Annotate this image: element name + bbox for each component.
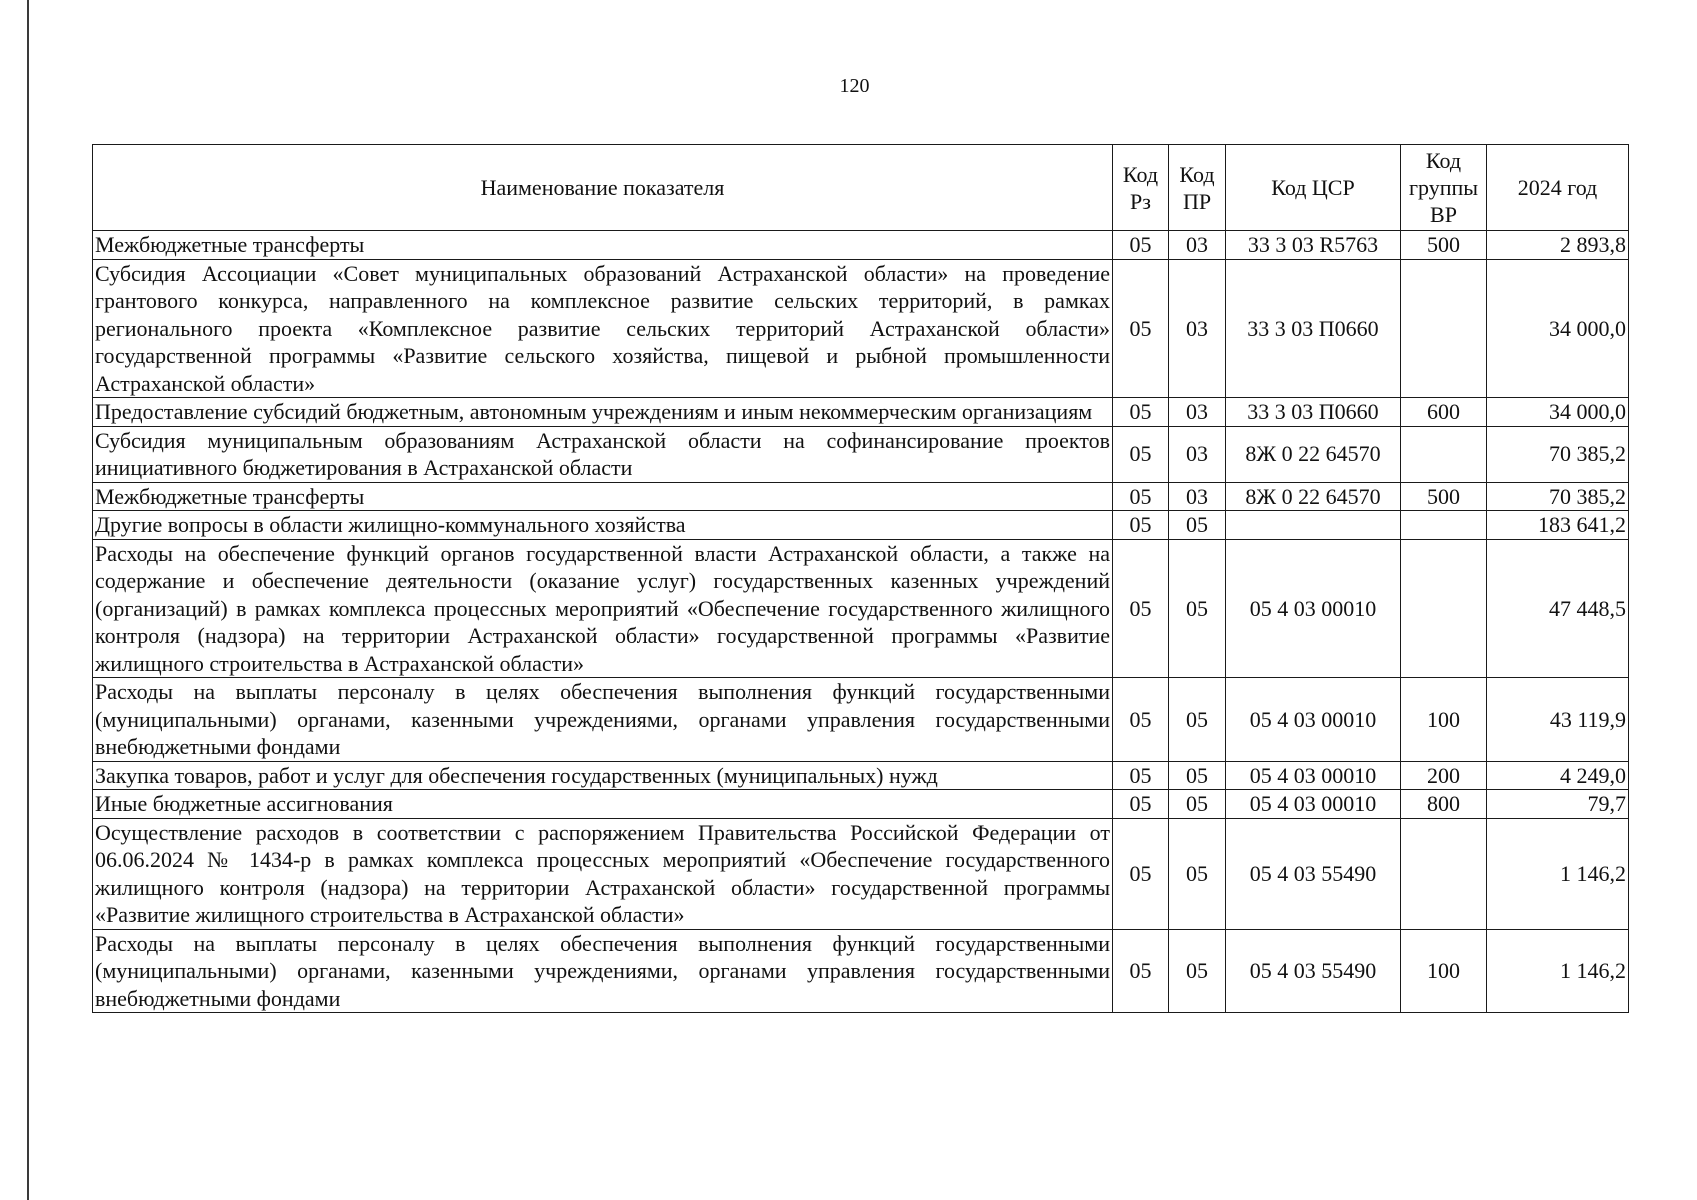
row-value-cell: 1 146,2 <box>1487 929 1629 1013</box>
row-name-cell: Субсидия муниципальным образованиям Астраханской области на софинансирование проектов инициативного бюджетирования в Астраханской области <box>93 426 1113 482</box>
row-vr-cell: 500 <box>1401 231 1487 260</box>
row-rz-cell: 05 <box>1113 818 1169 929</box>
row-vr-cell: 800 <box>1401 790 1487 819</box>
row-value-cell: 2 893,8 <box>1487 231 1629 260</box>
row-vr-cell: 100 <box>1401 929 1487 1013</box>
row-pr-cell: 03 <box>1169 426 1226 482</box>
row-value-cell: 70 385,2 <box>1487 426 1629 482</box>
table-row <box>93 818 1629 929</box>
row-rz-cell: 05 <box>1113 511 1169 540</box>
row-rz-cell: 05 <box>1113 790 1169 819</box>
row-value-cell: 34 000,0 <box>1487 259 1629 398</box>
row-pr-cell: 05 <box>1169 790 1226 819</box>
table-row <box>93 761 1629 790</box>
row-csr-cell: 05 4 03 00010 <box>1226 790 1401 819</box>
row-csr-cell: 05 4 03 55490 <box>1226 929 1401 1013</box>
table-row <box>93 259 1629 398</box>
row-name-cell: Субсидия Ассоциации «Совет муниципальных образований Астраханской области» на проведение грантового конкурса, направленного на комплексное развитие сельских территорий, в рамках регионального проекта «Комплексное развитие сельских территорий Астраханской области» государственной программы «Развитие сельского хозяйства, пищевой и рыбной промышленности Астраханской области» <box>93 259 1113 398</box>
row-csr-cell: 05 4 03 00010 <box>1226 539 1401 678</box>
row-value-cell: 70 385,2 <box>1487 482 1629 511</box>
row-rz-cell: 05 <box>1113 929 1169 1013</box>
row-pr-cell: 03 <box>1169 398 1226 427</box>
row-rz-cell: 05 <box>1113 678 1169 762</box>
table-row <box>93 482 1629 511</box>
row-pr-cell: 05 <box>1169 929 1226 1013</box>
row-rz-cell: 05 <box>1113 231 1169 260</box>
row-value-cell: 43 119,9 <box>1487 678 1629 762</box>
table-row <box>93 398 1629 427</box>
row-rz-cell: 05 <box>1113 398 1169 427</box>
table-row <box>93 539 1629 678</box>
header-vr: Код группы ВР <box>1401 145 1487 231</box>
table-row <box>93 426 1629 482</box>
row-name-cell: Другие вопросы в области жилищно-коммунального хозяйства <box>93 511 1113 540</box>
row-name-cell: Закупка товаров, работ и услуг для обеспечения государственных (муниципальных) нужд <box>93 761 1113 790</box>
row-rz-cell: 05 <box>1113 482 1169 511</box>
row-pr-cell: 05 <box>1169 678 1226 762</box>
row-vr-cell: 600 <box>1401 398 1487 427</box>
table-row <box>93 511 1629 540</box>
row-name-cell: Предоставление субсидий бюджетным, автономным учреждениям и иным некоммерческим организациям <box>93 398 1113 427</box>
row-pr-cell: 05 <box>1169 761 1226 790</box>
row-vr-cell: 100 <box>1401 678 1487 762</box>
page-number: 120 <box>839 75 870 97</box>
row-value-cell: 4 249,0 <box>1487 761 1629 790</box>
row-csr-cell: 33 3 03 П0660 <box>1226 398 1401 427</box>
row-value-cell: 183 641,2 <box>1487 511 1629 540</box>
row-csr-cell: 8Ж 0 22 64570 <box>1226 426 1401 482</box>
row-vr-cell: 500 <box>1401 482 1487 511</box>
row-value-cell: 34 000,0 <box>1487 398 1629 427</box>
header-name: Наименование показателя <box>93 145 1113 231</box>
row-rz-cell: 05 <box>1113 761 1169 790</box>
row-name-cell: Расходы на обеспечение функций органов государственной власти Астраханской области, а также на содержание и обеспечение деятельности (оказание услуг) государственных казенных учреждений (организаций) в рамках комплекса процессных мероприятий «Обеспечение государственного жилищного контроля (надзора) на территории Астраханской области» государственной программы «Развитие жилищного строительства в Астраханской области» <box>93 539 1113 678</box>
row-pr-cell: 05 <box>1169 818 1226 929</box>
row-vr-cell <box>1401 511 1487 540</box>
header-year: 2024 год <box>1487 145 1629 231</box>
row-value-cell: 1 146,2 <box>1487 818 1629 929</box>
row-name-cell: Осуществление расходов в соответствии с распоряжением Правительства Российской Федерации от 06.06.2024 № 1434-р в рамках комплекса процессных мероприятий «Обеспечение государственного жилищного контроля (надзора) на территории Астраханской области» государственной программы «Развитие жилищного строительства в Астраханской области» <box>93 818 1113 929</box>
row-name-cell: Расходы на выплаты персоналу в целях обеспечения выполнения функций государственными (муниципальными) органами, казенными учреждениями, органами управления государственными внебюджетными фондами <box>93 929 1113 1013</box>
row-pr-cell: 03 <box>1169 231 1226 260</box>
row-csr-cell: 33 3 03 R5763 <box>1226 231 1401 260</box>
row-rz-cell: 05 <box>1113 539 1169 678</box>
table-body <box>93 231 1629 1013</box>
row-csr-cell: 05 4 03 00010 <box>1226 761 1401 790</box>
table-row <box>93 929 1629 1013</box>
row-rz-cell: 05 <box>1113 259 1169 398</box>
budget-table <box>92 144 1629 1013</box>
row-csr-cell: 33 3 03 П0660 <box>1226 259 1401 398</box>
row-pr-cell: 03 <box>1169 482 1226 511</box>
row-rz-cell: 05 <box>1113 426 1169 482</box>
header-csr: Код ЦСР <box>1226 145 1401 231</box>
row-name-cell: Иные бюджетные ассигнования <box>93 790 1113 819</box>
row-csr-cell: 05 4 03 55490 <box>1226 818 1401 929</box>
table-row <box>93 231 1629 260</box>
row-name-cell: Межбюджетные трансферты <box>93 482 1113 511</box>
row-vr-cell <box>1401 259 1487 398</box>
row-value-cell: 47 448,5 <box>1487 539 1629 678</box>
row-csr-cell <box>1226 511 1401 540</box>
table-row <box>93 790 1629 819</box>
header-rz: Код Рз <box>1113 145 1169 231</box>
row-csr-cell: 8Ж 0 22 64570 <box>1226 482 1401 511</box>
row-pr-cell: 05 <box>1169 539 1226 678</box>
header-pr: Код ПР <box>1169 145 1226 231</box>
row-csr-cell: 05 4 03 00010 <box>1226 678 1401 762</box>
row-pr-cell: 05 <box>1169 511 1226 540</box>
row-vr-cell: 200 <box>1401 761 1487 790</box>
row-pr-cell: 03 <box>1169 259 1226 398</box>
table-row <box>93 678 1629 762</box>
table-header-row <box>93 145 1629 231</box>
row-vr-cell <box>1401 818 1487 929</box>
row-name-cell: Расходы на выплаты персоналу в целях обеспечения выполнения функций государственными (муниципальными) органами, казенными учреждениями, органами управления государственными внебюджетными фондами <box>93 678 1113 762</box>
row-name-cell: Межбюджетные трансферты <box>93 231 1113 260</box>
row-vr-cell <box>1401 426 1487 482</box>
row-vr-cell <box>1401 539 1487 678</box>
row-value-cell: 79,7 <box>1487 790 1629 819</box>
binding-line <box>27 0 29 1200</box>
